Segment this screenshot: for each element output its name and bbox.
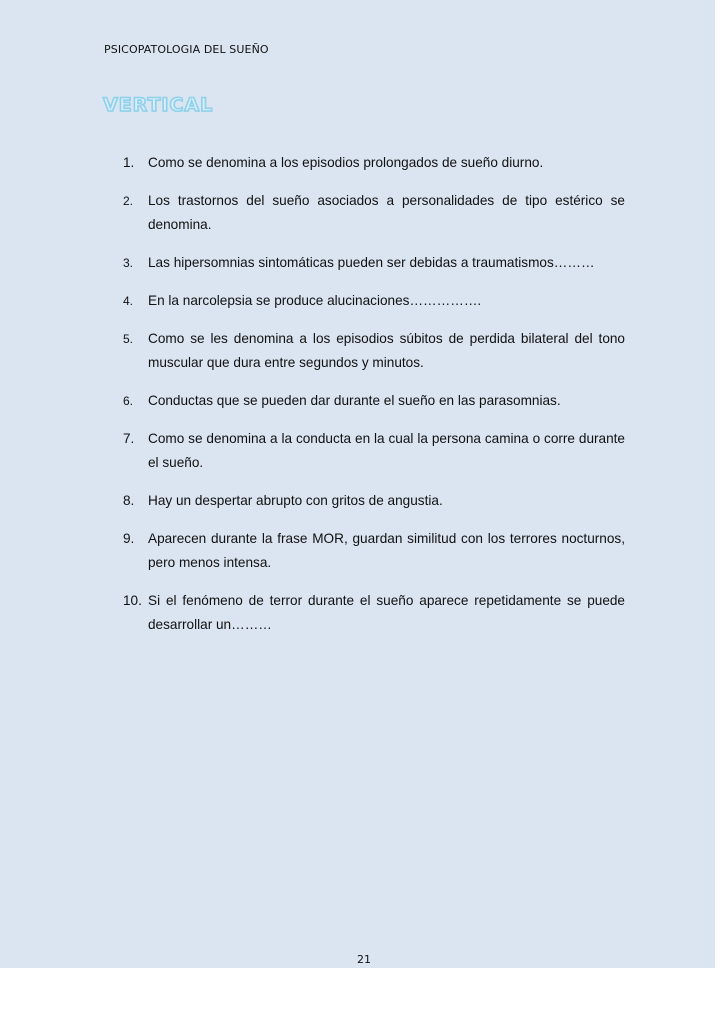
question-number: 7.: [123, 431, 135, 446]
section-title: VERTICAL: [103, 94, 214, 116]
question-number: 2.: [123, 194, 134, 208]
question-text: Las hipersomnias sintomáticas pueden ser debidas a traumatismos………: [148, 255, 595, 270]
question-item: [123, 489, 625, 513]
question-item: [123, 151, 625, 175]
question-list: [123, 151, 625, 651]
question-text: Conductas que se pueden dar durante el sueño en las parasomnias.: [148, 393, 561, 408]
question-text: Como se les denomina a los episodios súbitos de perdida bilateral del tono muscular que dura entre segundos y minutos.: [148, 331, 625, 370]
page-number: 21: [357, 953, 371, 966]
question-text: Hay un despertar abrupto con gritos de angustia.: [148, 493, 443, 508]
question-text: Los trastornos del sueño asociados a personalidades de tipo estérico se denomina.: [148, 193, 625, 232]
question-item: [123, 189, 625, 237]
question-item: [123, 527, 625, 575]
running-header: PSICOPATOLOGIA DEL SUEÑO: [104, 43, 269, 56]
question-number: 10.: [123, 593, 142, 608]
question-item: [123, 389, 625, 413]
question-number: 3.: [123, 256, 134, 270]
question-item: [123, 589, 625, 637]
question-item: [123, 327, 625, 375]
question-text: Aparecen durante la frase MOR, guardan similitud con los terrores nocturnos, pero menos intensa.: [148, 531, 625, 570]
question-item: [123, 251, 625, 275]
question-item: [123, 289, 625, 313]
question-number: 8.: [123, 493, 135, 508]
question-number: 5.: [123, 332, 134, 346]
question-text: En la narcolepsia se produce alucinaciones…………….: [148, 293, 482, 308]
question-text: Como se denomina a los episodios prolongados de sueño diurno.: [148, 155, 544, 170]
question-number: 9.: [123, 531, 135, 546]
question-number: 6.: [123, 394, 134, 408]
question-number: 4.: [123, 294, 134, 308]
question-text: Si el fenómeno de terror durante el sueño aparece repetidamente se puede desarrollar un………: [148, 593, 625, 632]
question-item: [123, 427, 625, 475]
question-number: 1.: [123, 155, 135, 170]
question-text: Como se denomina a la conducta en la cual la persona camina o corre durante el sueño.: [148, 431, 625, 470]
